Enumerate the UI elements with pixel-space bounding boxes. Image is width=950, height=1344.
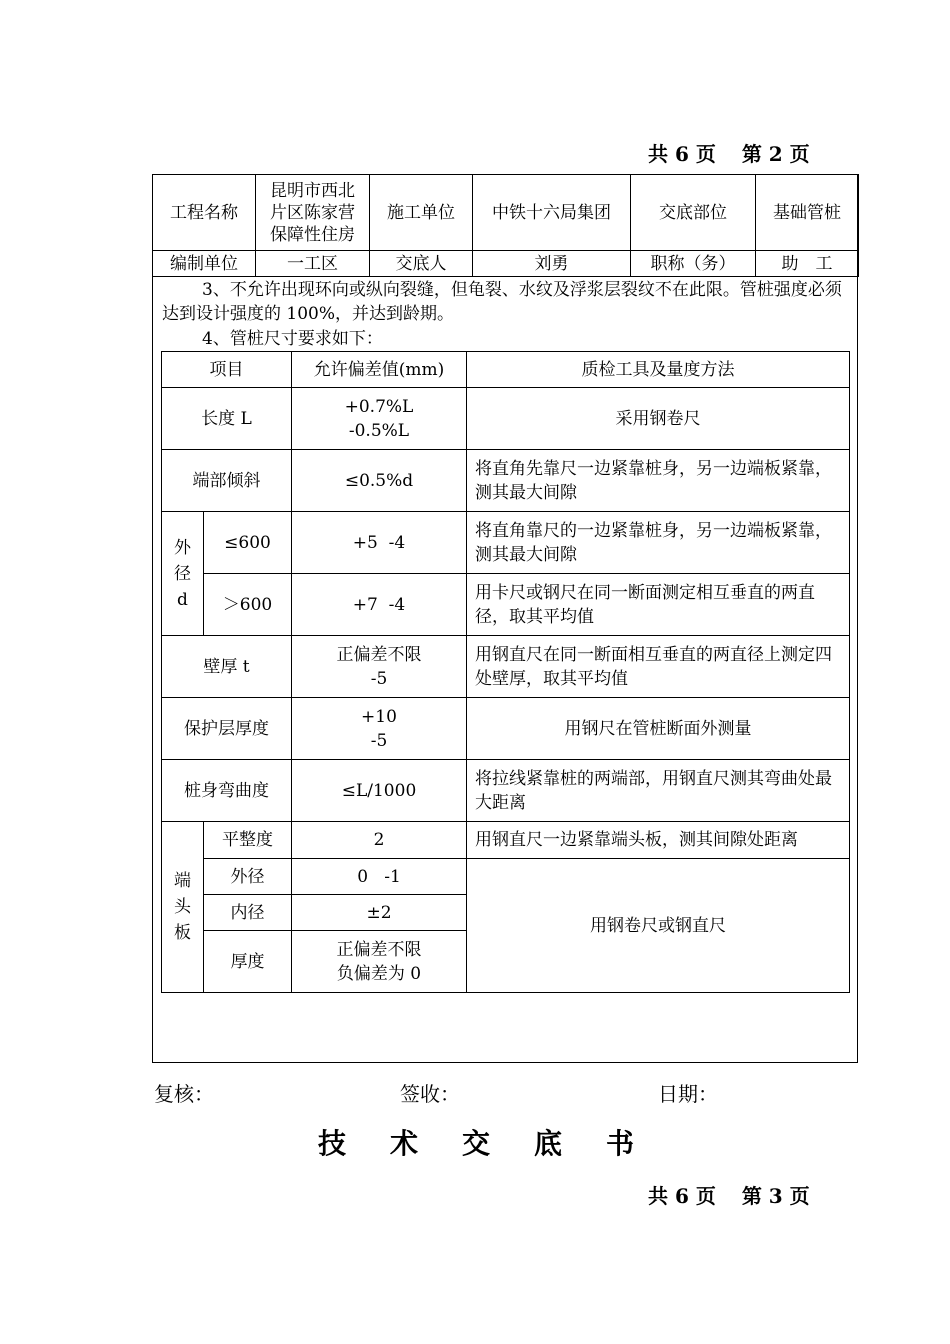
wall-tolerance (292, 636, 467, 698)
outer-dia-group-label: 外径d (174, 537, 191, 610)
title-label: 职称（务） (631, 251, 756, 277)
project-header-table (152, 174, 859, 277)
outer-dia-small-item: ≤600 (204, 512, 292, 574)
cover-tol-upper: +10 (361, 706, 397, 727)
next-page-title (318, 1122, 678, 1162)
unit-label: 编制单位 (153, 251, 256, 277)
endplate-id-item: 内径 (204, 895, 292, 931)
endplate-group-label: 端头板 (174, 871, 191, 943)
bend-item: 桩身弯曲度 (162, 760, 292, 822)
outer-dia-large-item: ＞600 (204, 574, 292, 636)
paragraph-3: 3、不允许出现环向或纵向裂缝，但龟裂、水纹及浮浆层裂纹不在此限。管桩强度必须达到设计强度的 100%，并达到龄期。 (162, 280, 842, 324)
contractor-label: 施工单位 (370, 175, 473, 251)
length-tol-upper: +0.7%L (344, 396, 414, 417)
next-page-total: 共 6 页 (648, 1184, 716, 1208)
receive-label: 签收： (400, 1082, 460, 1106)
endplate-od-item: 外径 (204, 859, 292, 895)
bend-tolerance: ≤L/1000 (292, 760, 467, 822)
cover-method: 用钢尺在管桩断面外测量 (467, 698, 850, 760)
endplate-flat-method: 用钢直尺一边紧靠端头板，测其间隙处距离 (467, 822, 850, 859)
title-char: 交 (462, 1127, 491, 1160)
part-label: 交底部位 (631, 175, 756, 251)
endplate-od-tol: 0 -1 (292, 859, 467, 895)
title-char: 技 (318, 1127, 347, 1160)
endplate-thick-tol-lower: 负偏差为 0 (336, 963, 422, 984)
endplate-id-tol: ±2 (292, 895, 467, 931)
pile-spec-table (161, 351, 850, 993)
paragraph-4: 4、管桩尺寸要求如下： (202, 329, 383, 349)
outer-dia-group (162, 512, 204, 636)
presenter-label: 交底人 (370, 251, 473, 277)
title-char: 底 (534, 1127, 563, 1160)
length-tolerance (292, 388, 467, 450)
part-value: 基础管桩 (756, 175, 859, 251)
title-char: 术 (390, 1127, 419, 1160)
title-char: 书 (606, 1127, 635, 1160)
presenter-value: 刘勇 (473, 251, 631, 277)
outer-dia-large-tol: +7 -4 (292, 574, 467, 636)
endplate-thick-item: 厚度 (204, 931, 292, 993)
wall-item: 壁厚 t (162, 636, 292, 698)
length-tol-lower: -0.5%L (348, 420, 410, 441)
cover-tol-lower: -5 (370, 730, 388, 751)
tilt-tolerance: ≤0.5%d (292, 450, 467, 512)
page-current: 第 2 页 (741, 142, 810, 166)
tilt-method: 将直角先靠尺一边紧靠桩身，另一边端板紧靠，测其最大间隙 (467, 450, 850, 512)
bend-method: 将拉线紧靠桩的两端部，用钢直尺测其弯曲处最大距离 (467, 760, 850, 822)
contractor-value: 中铁十六局集团 (473, 175, 631, 251)
endplate-flat-tol: 2 (292, 822, 467, 859)
endplate-group (162, 822, 204, 993)
date-label: 日期： (658, 1082, 718, 1106)
wall-method: 用钢直尺在同一断面相互垂直的两直径上测定四处壁厚，取其平均值 (467, 636, 850, 698)
project-name-value: 昆明市西北片区陈家营保障性住房 (256, 175, 370, 251)
next-page-current: 第 3 页 (741, 1184, 810, 1208)
outer-dia-large-method: 用卡尺或钢尺在同一断面测定相互垂直的两直径，取其平均值 (467, 574, 850, 636)
project-name-label: 工程名称 (153, 175, 256, 251)
tilt-item: 端部倾斜 (162, 450, 292, 512)
next-page-number-header (648, 1180, 810, 1209)
header-method: 质检工具及量度方法 (467, 352, 850, 388)
unit-value: 一工区 (256, 251, 370, 277)
cover-tolerance (292, 698, 467, 760)
header-item: 项目 (162, 352, 292, 388)
cover-item: 保护层厚度 (162, 698, 292, 760)
length-item: 长度 L (162, 388, 292, 450)
outer-dia-small-tol: +5 -4 (292, 512, 467, 574)
page-total: 共 6 页 (648, 142, 716, 166)
header-tolerance: 允许偏差值(mm) (292, 352, 467, 388)
endplate-thick-tol-upper: 正偏差不限 (336, 939, 422, 960)
title-value: 助 工 (756, 251, 859, 277)
page-number-header (648, 138, 810, 167)
review-label: 复核： (154, 1082, 214, 1106)
wall-tol-lower: -5 (370, 668, 388, 689)
endplate-shared-method: 用钢卷尺或钢直尺 (467, 859, 850, 993)
outer-dia-small-method: 将直角靠尺的一边紧靠桩身，另一边端板紧靠，测其最大间隙 (467, 512, 850, 574)
wall-tol-upper: 正偏差不限 (336, 644, 422, 665)
endplate-thick-tol (292, 931, 467, 993)
endplate-flat-item: 平整度 (204, 822, 292, 859)
length-method: 采用钢卷尺 (467, 388, 850, 450)
